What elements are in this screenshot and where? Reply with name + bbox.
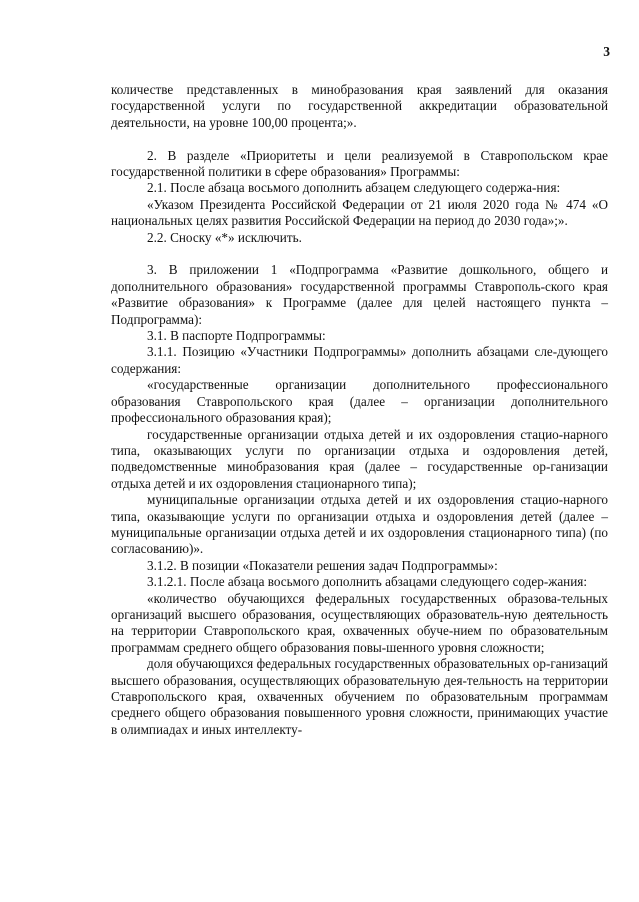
paragraph-10: государственные организации отдыха детей и их оздоровления стацио-нарного типа, оказывающих услуги по организации отдыха и оздоровления детей, подведомственные минобразования края (далее – государственные ор-ганизации отдыха детей и их оздоровления стационарного типа); — [111, 426, 608, 491]
paragraph-13: 3.1.2.1. После абзаца восьмого дополнить абзацами следующего содер-жания: — [147, 574, 588, 590]
paragraph-14: «количество обучающихся федеральных государственных образова-тельных организаций высшего образования, осуществляющих образователь-ную деятельность на территории Ставропольского края, охваченных обуче-нием по образовательным программам среднего общего образования повы-шенного уровня сложности; — [111, 590, 608, 655]
paragraph-5: 2.2. Сноску «*» исключить. — [147, 229, 302, 245]
paragraph-15: доля обучающихся федеральных государственных образовательных ор-ганизаций высшего образования, осуществляющих образовательную дея-тельность на территории Ставропольского края, охваченных обучением по образовательным программам среднего общего образования повышенного уровня сложности, принимающих участие в олимпиадах и иных интеллекту- — [111, 656, 608, 737]
paragraph-7: 3.1. В паспорте Подпрограммы: — [147, 328, 326, 344]
paragraph-3: 2.1. После абзаца восьмого дополнить абзацем следующего содержа-ния: — [147, 180, 561, 196]
paragraph-6: 3. В приложении 1 «Подпрограмма «Развитие дошкольного, общего и дополнительного образования» государственной программы Ставрополь-ского края «Развитие образования» к Программе (далее для целей настоящего пункта – Подпрограмма): — [111, 262, 608, 327]
paragraph-12: 3.1.2. В позиции «Показатели решения задач Подпрограммы»: — [147, 557, 498, 573]
paragraph-8: 3.1.1. Позицию «Участники Подпрограммы» дополнить абзацами сле-дующего содержания: — [111, 344, 608, 376]
page-number: 3 — [603, 44, 610, 59]
document-body — [111, 82, 608, 738]
paragraph-1: количестве представленных в минобразования края заявлений для оказания государственной услуги по государственной аккредитации образовательной деятельности, на уровне 100,00 процента;». — [111, 82, 608, 130]
paragraph-2: 2. В разделе «Приоритеты и цели реализуемой в Ставропольском крае государственной политики в сфере образования» Программы: — [111, 147, 608, 180]
paragraph-4: «Указом Президента Российской Федерации от 21 июля 2020 года № 474 «О национальных целях развития Российской Федерации на период до 2030 года»;». — [111, 196, 608, 229]
paragraph-11: муниципальные организации отдыха детей и их оздоровления стацио-нарного типа, оказывающие услуги по организации отдыха и оздоровления детей (далее – муниципальные организации отдыха детей и их оздоровления стационарного типа) (по согласованию)». — [111, 492, 608, 557]
paragraph-9: «государственные организации дополнительного профессионального образования Ставропольского края (далее – организации дополнительного профессионального образования края); — [111, 377, 608, 426]
